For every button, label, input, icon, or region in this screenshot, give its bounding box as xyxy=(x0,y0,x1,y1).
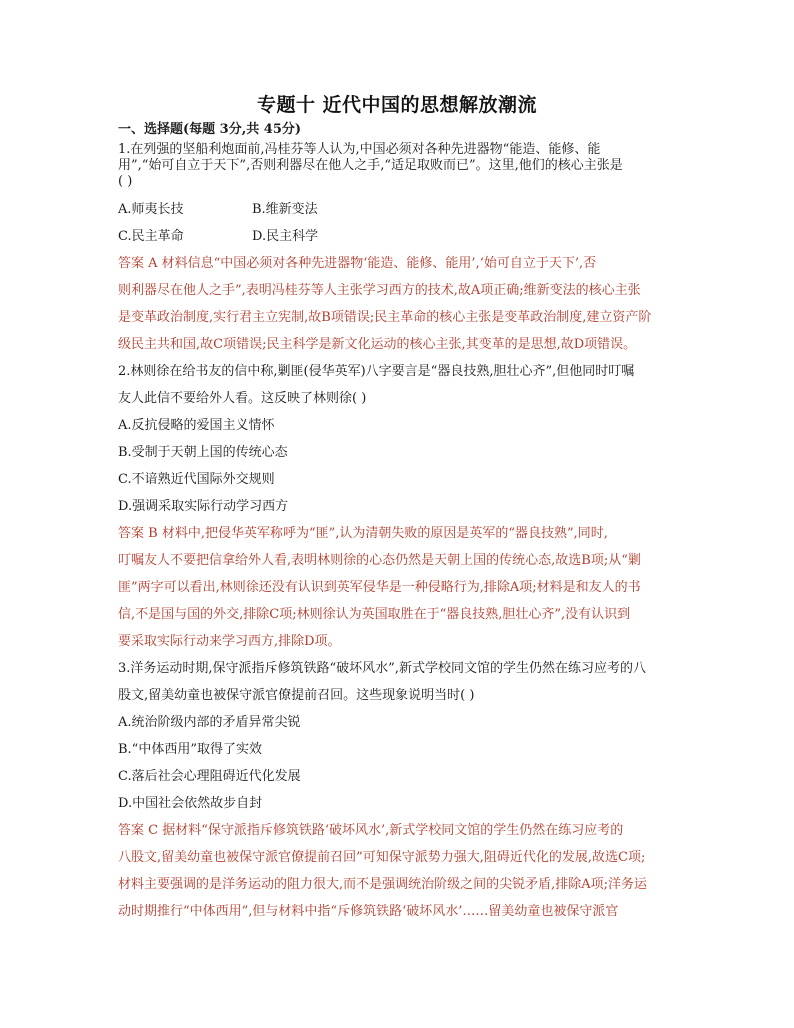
answer-2 xyxy=(118,520,690,655)
answer-2-line-3: 匪”两字可以看出,林则徐还没有认识到英军侵华是一种侵略行为,排除A项;材料是和友人的书 xyxy=(118,580,641,595)
answer-1-line-1: 答案 A 材料信息“中国必须对各种先进器物‘能造、能修、能用’,‘始可自立于天下’,否 xyxy=(118,256,597,271)
option-a: A.反抗侵略的爱国主义情怀 xyxy=(118,418,275,433)
answer-1 xyxy=(118,250,690,358)
question-3-line-2: 股文,留美幼童也被保守派官僚提前召回。这些现象说明当时( ) xyxy=(118,688,475,703)
page-title: 专题十 近代中国的思想解放潮流 xyxy=(256,94,538,116)
option-b: B.受制于天朝上国的传统心态 xyxy=(118,445,288,460)
question-1-line-1: 1.在列强的坚船利炮面前,冯桂芬等人认为,中国必须对各种先进器物“能造、能修、能 xyxy=(118,142,601,157)
question-2-line-1: 2.林则徐在给书友的信中称,剿匪(侵华英军)八字要言是“器良技熟,胆壮心齐”,但他同时叮嘱 xyxy=(118,364,635,379)
answer-3-line-3: 材料主要强调的是洋务运动的阻力很大,而不是强调统治阶级之间的尖锐矛盾,排除A项;洋务运 xyxy=(118,877,648,892)
option-d: D.中国社会依然故步自封 xyxy=(118,796,263,811)
option-c: C.落后社会心理阻碍近代化发展 xyxy=(118,769,301,784)
option-d: D.民主科学 xyxy=(252,229,319,244)
question-1-options-row-2 xyxy=(118,223,690,250)
answer-3 xyxy=(118,817,690,925)
answer-3-line-2: 八股文,留美幼童也被保守派官僚提前召回”可知保守派势力强大,阻碍近代化的发展,故选C项; xyxy=(118,850,646,865)
option-d: D.强调采取实际行动学习西方 xyxy=(118,499,289,514)
answer-1-line-4: 级民主共和国,故C项错误;民主科学是新文化运动的核心主张,其变革的是思想,故D项错误。 xyxy=(118,337,637,352)
answer-2-line-2: 叮嘱友人不要把信拿给外人看,表明林则徐的心态仍然是天朝上国的传统心态,故选B项;从“剿 xyxy=(118,553,641,568)
question-2 xyxy=(118,358,690,520)
option-a: A.统治阶级内部的矛盾异常尖锐 xyxy=(118,715,301,730)
question-3 xyxy=(118,655,690,817)
answer-3-line-4: 动时期推行“中体西用”,但与材料中指“斥修筑铁路‘破坏风水’……留美幼童也被保守派官 xyxy=(118,904,619,919)
answer-3-line-1: 答案 C 据材料“保守派指斥修筑铁路‘破坏风水’,新式学校同文馆的学生仍然在练习应考的 xyxy=(118,823,624,838)
content-body xyxy=(118,122,690,925)
question-1-options-row-1 xyxy=(118,196,690,223)
answer-2-line-4: 信,不是国与国的外交,排除C项;林则徐认为英国取胜在于“器良技熟,胆壮心齐”,没有认识到 xyxy=(118,607,631,622)
option-c: C.民主革命 xyxy=(118,229,184,244)
question-1-line-2: 用”,“始可自立于天下”,否则利器尽在他人之手,“适足取败而已”。这里,他们的核心主张是 xyxy=(118,158,623,173)
question-1-line-3: ( ) xyxy=(118,174,133,189)
option-b: B.维新变法 xyxy=(252,202,318,217)
answer-1-line-3: 是变革政治制度,实行君主立宪制,故B项错误;民主革命的核心主张是变革政治制度,建立资产阶 xyxy=(118,310,652,325)
question-1 xyxy=(118,142,690,250)
answer-1-line-2: 则利器尽在他人之手”,表明冯桂芬等人主张学习西方的技术,故A项正确;维新变法的核心主张 xyxy=(118,283,641,298)
question-2-line-2: 友人此信不要给外人看。这反映了林则徐( ) xyxy=(118,391,367,406)
question-3-line-1: 3.洋务运动时期,保守派指斥修筑铁路“破坏风水”,新式学校同文馆的学生仍然在练习应考的八 xyxy=(118,661,646,676)
option-b: B.“中体西用”取得了实效 xyxy=(118,742,262,757)
option-a: A.师夷长技 xyxy=(118,202,184,217)
option-c: C.不谙熟近代国际外交规则 xyxy=(118,472,275,487)
answer-2-line-5: 要采取实际行动来学习西方,排除D项。 xyxy=(118,634,341,649)
section-heading: 一、选择题(每题 3分,共 45分) xyxy=(118,122,302,137)
answer-2-line-1: 答案 B 材料中,把侵华英军称呼为“匪”,认为清朝失败的原因是英军的“器良技熟”,同时, xyxy=(118,526,608,541)
